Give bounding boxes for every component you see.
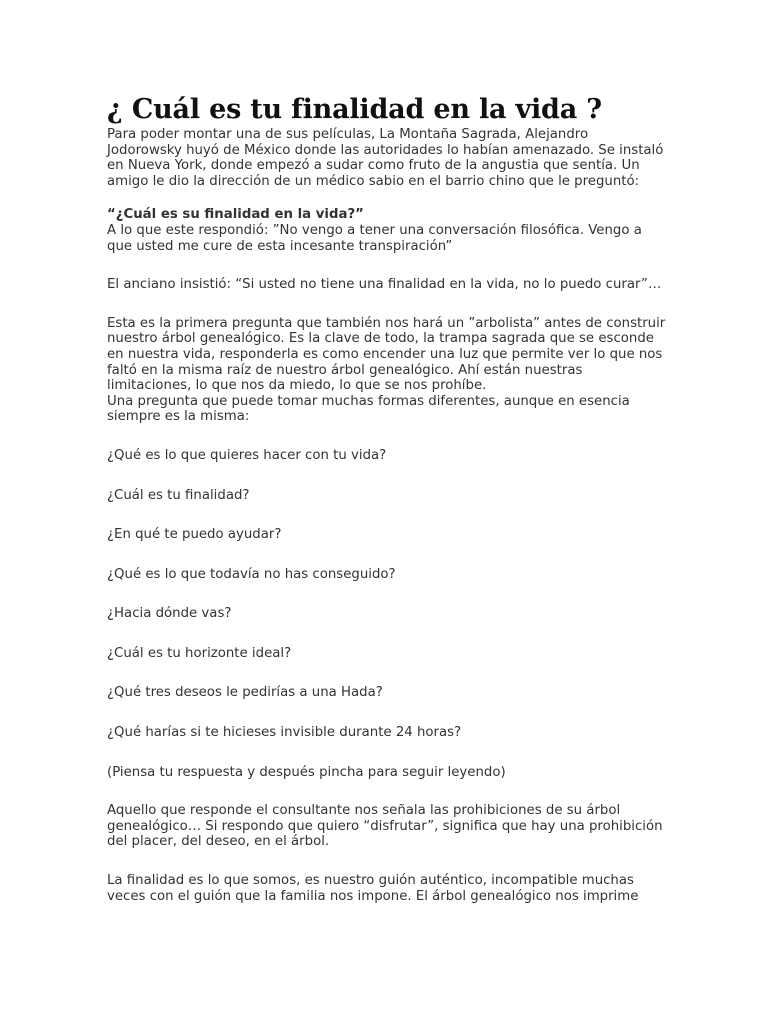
explanation-paragraph: Esta es la primera pregunta que también nos hará un ”arbolista” antes de construir nuestro árbol genealógico. Es la clave de todo, la trampa sagrada que se esconde en nuestra vida, responderla es como encender una luz que permite ver lo que nos faltó en la misma raíz de nuestro árbol genealógico. Ahí están nuestras limitaciones, lo que nos da miedo, lo que se nos prohíbe. [107,315,666,394]
question-item: ¿Qué harías si te hicieses invisible durante 24 horas? [107,725,462,741]
document-page [107,93,667,904]
question-item: ¿Hacia dónde vas? [107,606,232,622]
insist-paragraph: El anciano insistió: “Si usted no tiene una finalidad en la vida, no lo puedo curar”… [107,277,662,293]
document-title: ¿ Cuál es tu finalidad en la vida ? [107,94,602,125]
reply-paragraph: A lo que este respondió: ”No vengo a tener una conversación filosófica. Vengo a que usted me cure de esta incesante transpiración” [107,222,642,254]
question-quote-heading: “¿Cuál es su finalidad en la vida?” [107,207,364,223]
question-item: ¿Cuál es tu finalidad? [107,487,250,503]
question-item: ¿Qué es lo que todavía no has conseguido? [107,566,396,582]
question-item: ¿Cuál es tu horizonte ideal? [107,645,292,661]
read-more-note: (Piensa tu respuesta y después pincha para seguir leyendo) [107,764,506,780]
question-item: ¿Qué es lo que quieres hacer con tu vida? [107,447,387,463]
consultant-paragraph: Aquello que responde el consultante nos señala las prohibiciones de su árbol genealógico… Si respondo que quiero “disfrutar”, significa que hay una prohibición del placer, del deseo, en el árbol. [107,803,663,850]
question-item: ¿Qué tres deseos le pedirías a una Hada? [107,685,383,701]
question-item: ¿En qué te puedo ayudar? [107,527,282,543]
closing-paragraph: La finalidad es lo que somos, es nuestro guión auténtico, incompatible muchas veces con el guión que la familia nos impone. El árbol genealógico nos imprime [107,873,639,904]
explanation-continuation: Una pregunta que puede tomar muchas formas diferentes, aunque en esencia siempre es la misma: [107,393,630,425]
intro-paragraph: Para poder montar una de sus películas, La Montaña Sagrada, Alejandro Jodorowsky huyó de México donde las autoridades lo habían amenazado. Se instaló en Nueva York, donde empezó a sudar como fruto de la angustia que sentía. Un amigo le dio la dirección de un médico sabio en el barrio chino que le preguntó: [107,127,664,189]
